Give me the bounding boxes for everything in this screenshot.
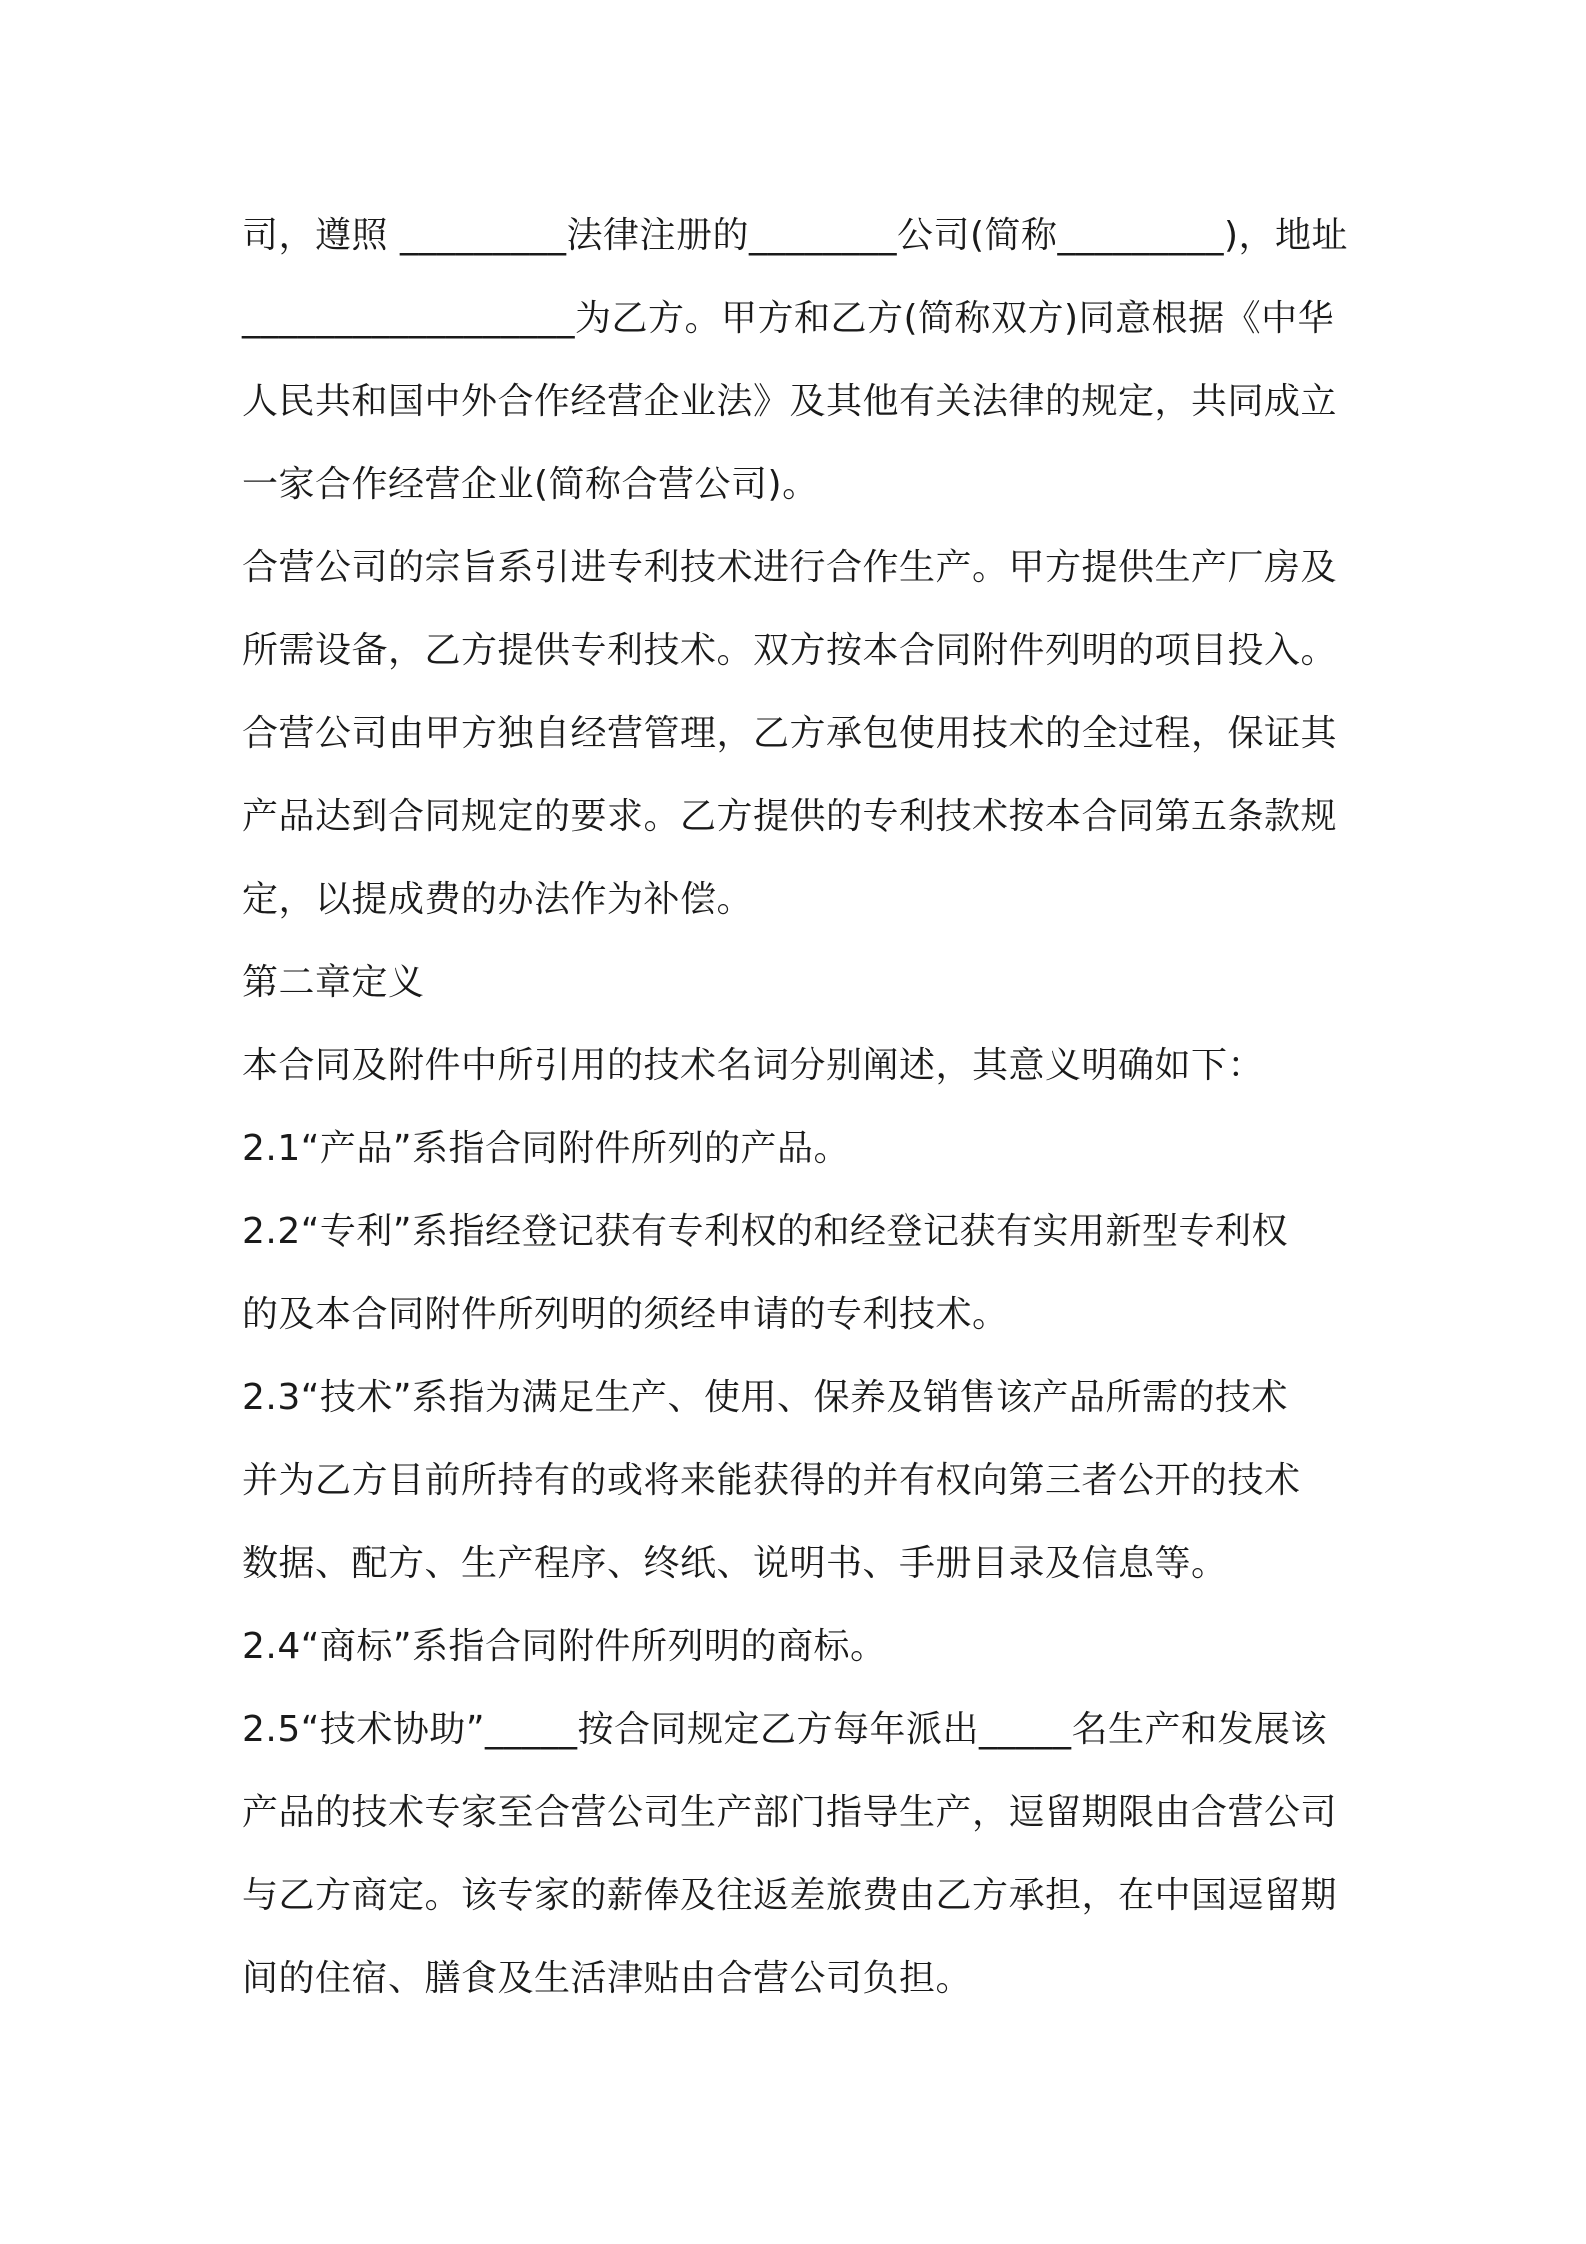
text-line: 合营公司的宗旨系引进专利技术进行合作生产。甲方提供生产厂房及 <box>242 547 1338 588</box>
text-line: 间的住宿、膳食及生活津贴由合营公司负担。 <box>242 1958 973 1999</box>
definition-2-4: 2.4“商标”系指合同附件所列明的商标。 <box>242 1626 887 1667</box>
text-line: 与乙方商定。该专家的薪俸及往返差旅费由乙方承担，在中国逗留期 <box>242 1875 1338 1916</box>
text-line: __________________为乙方。甲方和乙方(简称双方)同意根据《中华 <box>242 298 1335 339</box>
definition-2-2: 2.2“专利”系指经登记获有专利权的和经登记获有实用新型专利权 <box>242 1211 1289 1252</box>
text-line: 本合同及附件中所引用的技术名词分别阐述，其意义明确如下： <box>242 1045 1265 1086</box>
text-line: 产品达到合同规定的要求。乙方提供的专利技术按本合同第五条款规 <box>242 796 1338 837</box>
text-line: 产品的技术专家至合营公司生产部门指导生产，逗留期限由合营公司 <box>242 1792 1338 1833</box>
text-line: 所需设备，乙方提供专利技术。双方按本合同附件列明的项目投入。 <box>242 630 1338 671</box>
text-line: 人民共和国中外合作经营企业法》及其他有关法律的规定，共同成立 <box>242 381 1338 422</box>
text-line: 合营公司由甲方独自经营管理，乙方承包使用技术的全过程，保证其 <box>242 713 1338 754</box>
text-line: 的及本合同附件所列明的须经申请的专利技术。 <box>242 1294 1009 1335</box>
chapter-heading: 第二章定义 <box>242 962 425 1003</box>
definition-2-1: 2.1“产品”系指合同附件所列的产品。 <box>242 1128 851 1169</box>
text-line: 司，遵照 _________法律注册的________公司(简称_________)，地址 <box>242 215 1349 256</box>
text-line: 定，以提成费的办法作为补偿。 <box>242 879 754 920</box>
text-line: 一家合作经营企业(简称合营公司)。 <box>242 464 819 505</box>
definition-2-5: 2.5“技术协助”_____按合同规定乙方每年派出_____名生产和发展该 <box>242 1709 1328 1750</box>
text-line: 并为乙方目前所持有的或将来能获得的并有权向第三者公开的技术 <box>242 1460 1301 1501</box>
definition-2-3: 2.3“技术”系指为满足生产、使用、保养及销售该产品所需的技术 <box>242 1377 1289 1418</box>
text-line: 数据、配方、生产程序、终纸、说明书、手册目录及信息等。 <box>242 1543 1228 1584</box>
contract-text-body <box>242 194 1358 2020</box>
